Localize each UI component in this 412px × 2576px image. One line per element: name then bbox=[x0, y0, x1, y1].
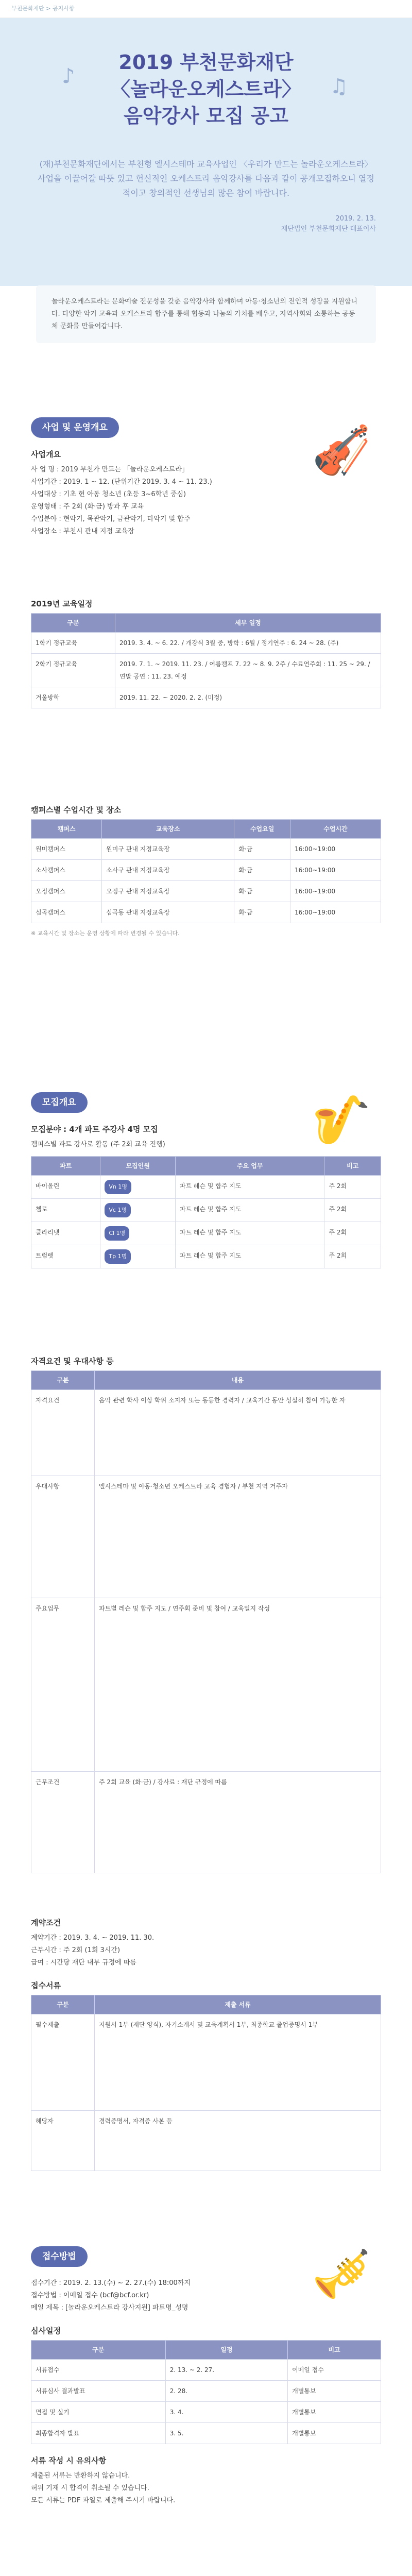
review-key: 서류접수 bbox=[31, 2360, 166, 2381]
recruit-note: 주 2회 bbox=[324, 1245, 381, 1268]
qual-value: 파트별 레슨 및 합주 지도 / 연주회 준비 및 참여 / 교육일지 작성 bbox=[95, 1598, 381, 1772]
campus-subheading: 캠퍼스별 수업시간 및 장소 bbox=[31, 805, 122, 815]
timeline-block bbox=[31, 598, 381, 793]
review-date: 2. 13. ~ 2. 27. bbox=[165, 2360, 287, 2381]
timeline-col-term: 구분 bbox=[31, 614, 115, 633]
contract-item: 급여 : 시간당 재단 내부 규정에 따름 bbox=[31, 1959, 136, 1967]
note-item: 허위 기재 시 합격이 취소될 수 있습니다. bbox=[31, 2484, 149, 2492]
review-key: 서류심사 결과발표 bbox=[31, 2381, 166, 2402]
campus-day: 화·금 bbox=[234, 902, 290, 923]
campus-place: 오정구 관내 지정교육장 bbox=[102, 881, 234, 902]
recruit-subheading: 모집분야 : 4개 파트 주강사 4명 모집 bbox=[31, 1125, 158, 1134]
table-row bbox=[31, 881, 381, 902]
campus-col: 교육장소 bbox=[102, 820, 234, 839]
recruit-col: 모집인원 bbox=[100, 1157, 176, 1176]
review-note: 개별통보 bbox=[288, 2381, 381, 2402]
review-col: 일정 bbox=[165, 2341, 287, 2360]
qual-col: 구분 bbox=[31, 1371, 95, 1390]
timeline-term: 겨울방학 bbox=[31, 687, 115, 708]
intro-text: 놀라운오케스트라는 문화예술 전문성을 갖춘 음악강사와 함께하며 아동·청소년의 전인적 성장을 지원합니다. 다양한 악기 교육과 오케스트라 합주를 통해 협동과 나눔의 가치를 배우고, 지역사회와 소통하는 공동체 문화를 만들어갑니다. bbox=[36, 285, 376, 343]
contract-item: 근무시간 : 주 2회 (1회 3시간) bbox=[31, 1946, 121, 1954]
overview-item: 사업기간 : 2019. 1 ~ 12. (단위기간 2019. 3. 4 ~ 11. 23.) bbox=[31, 478, 212, 486]
timeline-term: 2학기 정규교육 bbox=[31, 654, 115, 687]
note-item: 모든 서류는 PDF 파일로 제출해 주시기 바랍니다. bbox=[31, 2497, 176, 2504]
music-note-icon: ♪ bbox=[62, 64, 75, 88]
timeline-detail: 2019. 11. 22. ~ 2020. 2. 2. (미정) bbox=[115, 687, 381, 708]
docs-value: 지원서 1부 (재단 양식), 자기소개서 및 교육계획서 1부, 최종학교 졸업증명서 1부 bbox=[95, 2014, 381, 2111]
recruit-task: 파트 레슨 및 합주 지도 bbox=[175, 1222, 324, 1245]
recruit-sub: 캠퍼스별 파트 강사로 활동 (주 2회 교육 진행) bbox=[31, 1141, 165, 1148]
review-col: 비고 bbox=[288, 2341, 381, 2360]
review-date: 2. 28. bbox=[165, 2381, 287, 2402]
campus-name: 소사캠퍼스 bbox=[31, 860, 102, 881]
campus-name: 심곡캠퍼스 bbox=[31, 902, 102, 923]
review-col: 구분 bbox=[31, 2341, 166, 2360]
violin-icon: 🎻 bbox=[312, 422, 371, 478]
campus-time: 16:00~19:00 bbox=[290, 860, 381, 881]
table-row bbox=[31, 2014, 381, 2111]
qual-key: 근무조건 bbox=[31, 1772, 95, 1873]
recruit-col: 주요 업무 bbox=[175, 1157, 324, 1176]
recruit-col: 비고 bbox=[324, 1157, 381, 1176]
recruit-task: 파트 레슨 및 합주 지도 bbox=[175, 1245, 324, 1268]
review-key: 면접 및 실기 bbox=[31, 2402, 166, 2423]
campus-table bbox=[31, 819, 381, 923]
clarinet-icon: 🎷 bbox=[312, 1092, 371, 1147]
recruit-note: 주 2회 bbox=[324, 1222, 381, 1245]
campus-schedule-block bbox=[31, 804, 381, 1072]
campus-time: 16:00~19:00 bbox=[290, 881, 381, 902]
table-row bbox=[31, 1476, 381, 1598]
recruit-part: 첼로 bbox=[31, 1199, 100, 1222]
table-row bbox=[31, 1390, 381, 1476]
title-line-3: 음악강사 모집 공고 bbox=[123, 105, 289, 127]
table-row bbox=[31, 1199, 381, 1222]
qual-key: 우대사항 bbox=[31, 1476, 95, 1598]
qualification-block bbox=[31, 1355, 381, 1896]
docs-value: 경력증명서, 자격증 사본 등 bbox=[95, 2111, 381, 2171]
campus-name: 오정캠퍼스 bbox=[31, 881, 102, 902]
campus-place: 소사구 관내 지정교육장 bbox=[102, 860, 234, 881]
campus-day: 화·금 bbox=[234, 839, 290, 860]
hero-banner bbox=[0, 18, 412, 286]
qual-value: 엘시스테마 및 아동·청소년 오케스트라 교육 경험자 / 부천 지역 거주자 bbox=[95, 1476, 381, 1598]
title-line-2: 〈놀라운오케스트라〉 bbox=[111, 78, 301, 100]
timeline-table bbox=[31, 613, 381, 708]
table-row bbox=[31, 1222, 381, 1245]
recruit-part: 바이올린 bbox=[31, 1176, 100, 1199]
trumpet-icon: 🎺 bbox=[312, 2246, 371, 2301]
timeline-detail: 2019. 3. 4. ~ 6. 22. / 개강식 3월 중, 방학 : 6월 / 정기연주 : 6. 24 ~ 28. (주) bbox=[115, 633, 381, 654]
review-schedule-subheading: 심사일정 bbox=[31, 2326, 61, 2335]
table-row bbox=[31, 1176, 381, 1199]
review-schedule-table bbox=[31, 2340, 381, 2444]
recruit-task: 파트 레슨 및 합주 지도 bbox=[175, 1176, 324, 1199]
review-key: 최종합격자 발표 bbox=[31, 2423, 166, 2444]
apply-item: 접수기간 : 2019. 2. 13.(수) ~ 2. 27.(수) 18:00까지 bbox=[31, 2279, 191, 2287]
overview-item: 사업대상 : 기초 현 아동 청소년 (초등 3~6학년 중심) bbox=[31, 490, 186, 498]
campus-name: 원미캠퍼스 bbox=[31, 839, 102, 860]
qual-value: 주 2회 교육 (화·금) / 강사료 : 재단 규정에 따름 bbox=[95, 1772, 381, 1873]
overview-block bbox=[31, 448, 381, 582]
campus-place: 원미구 관내 지정교육장 bbox=[102, 839, 234, 860]
qual-key: 자격요건 bbox=[31, 1390, 95, 1476]
table-row bbox=[31, 1245, 381, 1268]
apply-item: 접수방법 : 이메일 접수 (bcf@bcf.or.kr) bbox=[31, 2292, 149, 2299]
qual-key: 주요업무 bbox=[31, 1598, 95, 1772]
table-row bbox=[31, 654, 381, 687]
notice-org: 재단법인 부천문화재단 대표이사 bbox=[281, 225, 376, 233]
section-recruit-heading: 모집개요 bbox=[31, 1092, 88, 1113]
recruit-part: 클라리넷 bbox=[31, 1222, 100, 1245]
recruit-count-badge: Cl 1명 bbox=[105, 1226, 129, 1241]
timeline-subheading: 2019년 교육일정 bbox=[31, 599, 93, 608]
campus-day: 화·금 bbox=[234, 881, 290, 902]
apply-block bbox=[31, 2277, 381, 2576]
notes-subheading: 서류 작성 시 유의사항 bbox=[31, 2456, 107, 2465]
table-row bbox=[31, 839, 381, 860]
review-note: 이메일 접수 bbox=[288, 2360, 381, 2381]
title-line-1: 2019 부천문화재단 bbox=[118, 51, 294, 74]
overview-subheading: 사업개요 bbox=[31, 450, 61, 459]
recruit-count-badge: Vn 1명 bbox=[105, 1180, 131, 1194]
review-date: 3. 4. bbox=[165, 2402, 287, 2423]
recruit-col: 파트 bbox=[31, 1157, 100, 1176]
docs-col: 제출 서류 bbox=[95, 1995, 381, 2014]
campus-place: 심곡동 관내 지정교육장 bbox=[102, 902, 234, 923]
recruit-note: 주 2회 bbox=[324, 1176, 381, 1199]
lead-paragraph: (재)부천문화재단에서는 부천형 엘시스테마 교육사업인 〈우리가 만드는 놀라운오케스트라〉 사업을 이끌어갈 따뜻 있고 헌신적인 오케스트라 음악강사를 다음과 같이 공개모집하오니 열정적이고 창의적인 선생님의 많은 참여 바랍니다. bbox=[38, 159, 374, 198]
music-note-icon: ♫ bbox=[330, 75, 348, 98]
recruit-part: 트럼펫 bbox=[31, 1245, 100, 1268]
docs-subheading: 접수서류 bbox=[31, 1981, 61, 1990]
docs-key: 필수제출 bbox=[31, 2014, 95, 2111]
section-overview-heading: 사업 및 운영개요 bbox=[31, 417, 119, 438]
overview-item: 사업장소 : 부천시 관내 지정 교육장 bbox=[31, 528, 134, 535]
notice-date: 2019. 2. 13. bbox=[335, 215, 376, 223]
table-row bbox=[31, 633, 381, 654]
page-title bbox=[0, 49, 412, 129]
recruit-table bbox=[31, 1156, 381, 1268]
qualification-subheading: 자격요건 및 우대사항 등 bbox=[31, 1357, 114, 1366]
campus-footnote: ※ 교육시간 및 장소는 운영 상황에 따라 변경될 수 있습니다. bbox=[31, 930, 180, 937]
section-apply-heading: 접수방법 bbox=[31, 2246, 88, 2267]
campus-day: 화·금 bbox=[234, 860, 290, 881]
recruit-task: 파트 레슨 및 합주 지도 bbox=[175, 1199, 324, 1222]
table-row bbox=[31, 860, 381, 881]
recruit-count-badge: Tp 1명 bbox=[105, 1249, 131, 1264]
docs-key: 해당자 bbox=[31, 2111, 95, 2171]
recruit-block bbox=[31, 1123, 381, 1340]
recruit-note: 주 2회 bbox=[324, 1199, 381, 1222]
overview-item: 수업분야 : 현악기, 목관악기, 금관악기, 타악기 및 합주 bbox=[31, 515, 191, 523]
campus-col: 캠퍼스 bbox=[31, 820, 102, 839]
breadcrumb: 부천문화재단 > 공지사항 bbox=[0, 0, 412, 18]
table-row bbox=[31, 2423, 381, 2444]
review-note: 개별통보 bbox=[288, 2402, 381, 2423]
intro-section bbox=[36, 285, 376, 404]
note-item: 제출된 서류는 반환하지 않습니다. bbox=[31, 2472, 130, 2480]
campus-col: 수업시간 bbox=[290, 820, 381, 839]
campus-col: 수업요일 bbox=[234, 820, 290, 839]
table-row bbox=[31, 687, 381, 708]
qual-value: 음악 관련 학사 이상 학위 소지자 또는 동등한 경력자 / 교육기간 동안 성실히 참여 가능한 자 bbox=[95, 1390, 381, 1476]
table-row bbox=[31, 2111, 381, 2171]
review-note: 개별통보 bbox=[288, 2423, 381, 2444]
table-row bbox=[31, 2381, 381, 2402]
table-row bbox=[31, 1772, 381, 1873]
timeline-term: 1학기 정규교육 bbox=[31, 633, 115, 654]
contract-subheading: 계약조건 bbox=[31, 1918, 61, 1927]
table-row bbox=[31, 1598, 381, 1772]
overview-item: 사 업 명 : 2019 부천가 만드는 「놀라운오케스트라」 bbox=[31, 466, 188, 473]
docs-table bbox=[31, 1995, 381, 2171]
apply-item: 메일 제목 : [놀라운오케스트라 강사지원] 파트명_성명 bbox=[31, 2304, 188, 2312]
review-date: 3. 5. bbox=[165, 2423, 287, 2444]
campus-time: 16:00~19:00 bbox=[290, 839, 381, 860]
timeline-detail: 2019. 7. 1. ~ 2019. 11. 23. / 여름캠프 7. 22 ~ 8. 9. 2주 / 수료연주회 : 11. 25 ~ 29. / 연말 공연 : 11. 23. 예정 bbox=[115, 654, 381, 687]
timeline-col-detail: 세부 일정 bbox=[115, 614, 381, 633]
contract-block bbox=[31, 1917, 381, 2226]
qual-col: 내용 bbox=[95, 1371, 381, 1390]
table-row bbox=[31, 902, 381, 923]
table-row bbox=[31, 2360, 381, 2381]
recruit-count-badge: Vc 1명 bbox=[105, 1203, 131, 1217]
overview-item: 운영형태 : 주 2회 (화·금) 방과 후 교육 bbox=[31, 503, 144, 511]
campus-time: 16:00~19:00 bbox=[290, 902, 381, 923]
qualification-table bbox=[31, 1370, 381, 1873]
table-row bbox=[31, 2402, 381, 2423]
contract-item: 계약기간 : 2019. 3. 4. ~ 2019. 11. 30. bbox=[31, 1934, 154, 1942]
docs-col: 구분 bbox=[31, 1995, 95, 2014]
